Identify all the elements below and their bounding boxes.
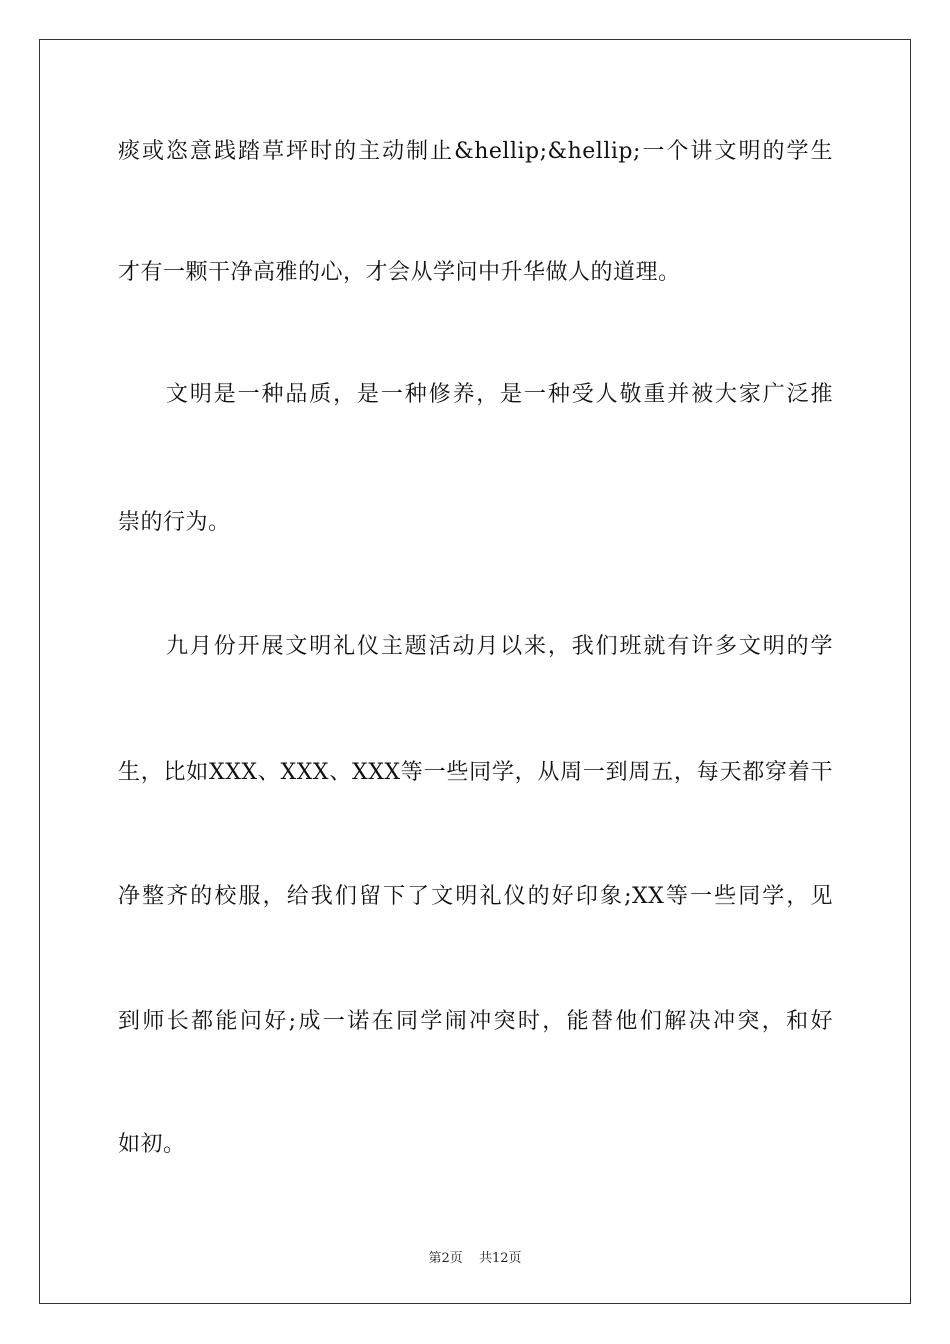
text-line: 到师长都能问好;成一诺在同学闹冲突时，能替他们解决冲突，和好 xyxy=(118,1009,833,1034)
text-line: 净整齐的校服，给我们留下了文明礼仪的好印象;XX等一些同学，见 xyxy=(118,884,833,909)
page-footer xyxy=(0,1247,950,1266)
paragraph-start-line: 文明是一种品质，是一种修养，是一种受人敬重并被大家广泛推 xyxy=(166,382,833,407)
text-line: 如初。 xyxy=(118,1132,186,1157)
text-line: 生，比如XXX、XXX、XXX等一些同学，从周一到周五，每天都穿着干 xyxy=(118,760,833,785)
text-line: 痰或恣意践踏草坪时的主动制止&hellip;&hellip;一个讲文明的学生 xyxy=(118,139,833,164)
paragraph-start-line: 九月份开展文明礼仪主题活动月以来，我们班就有许多文明的学 xyxy=(166,634,833,659)
page-number: 第2页 xyxy=(428,1251,463,1266)
page-border xyxy=(39,39,911,1304)
text-line: 崇的行为。 xyxy=(118,510,231,535)
text-line: 才有一颗干净高雅的心，才会从学问中升华做人的道理。 xyxy=(118,260,681,285)
page-total: 共12页 xyxy=(478,1251,522,1266)
